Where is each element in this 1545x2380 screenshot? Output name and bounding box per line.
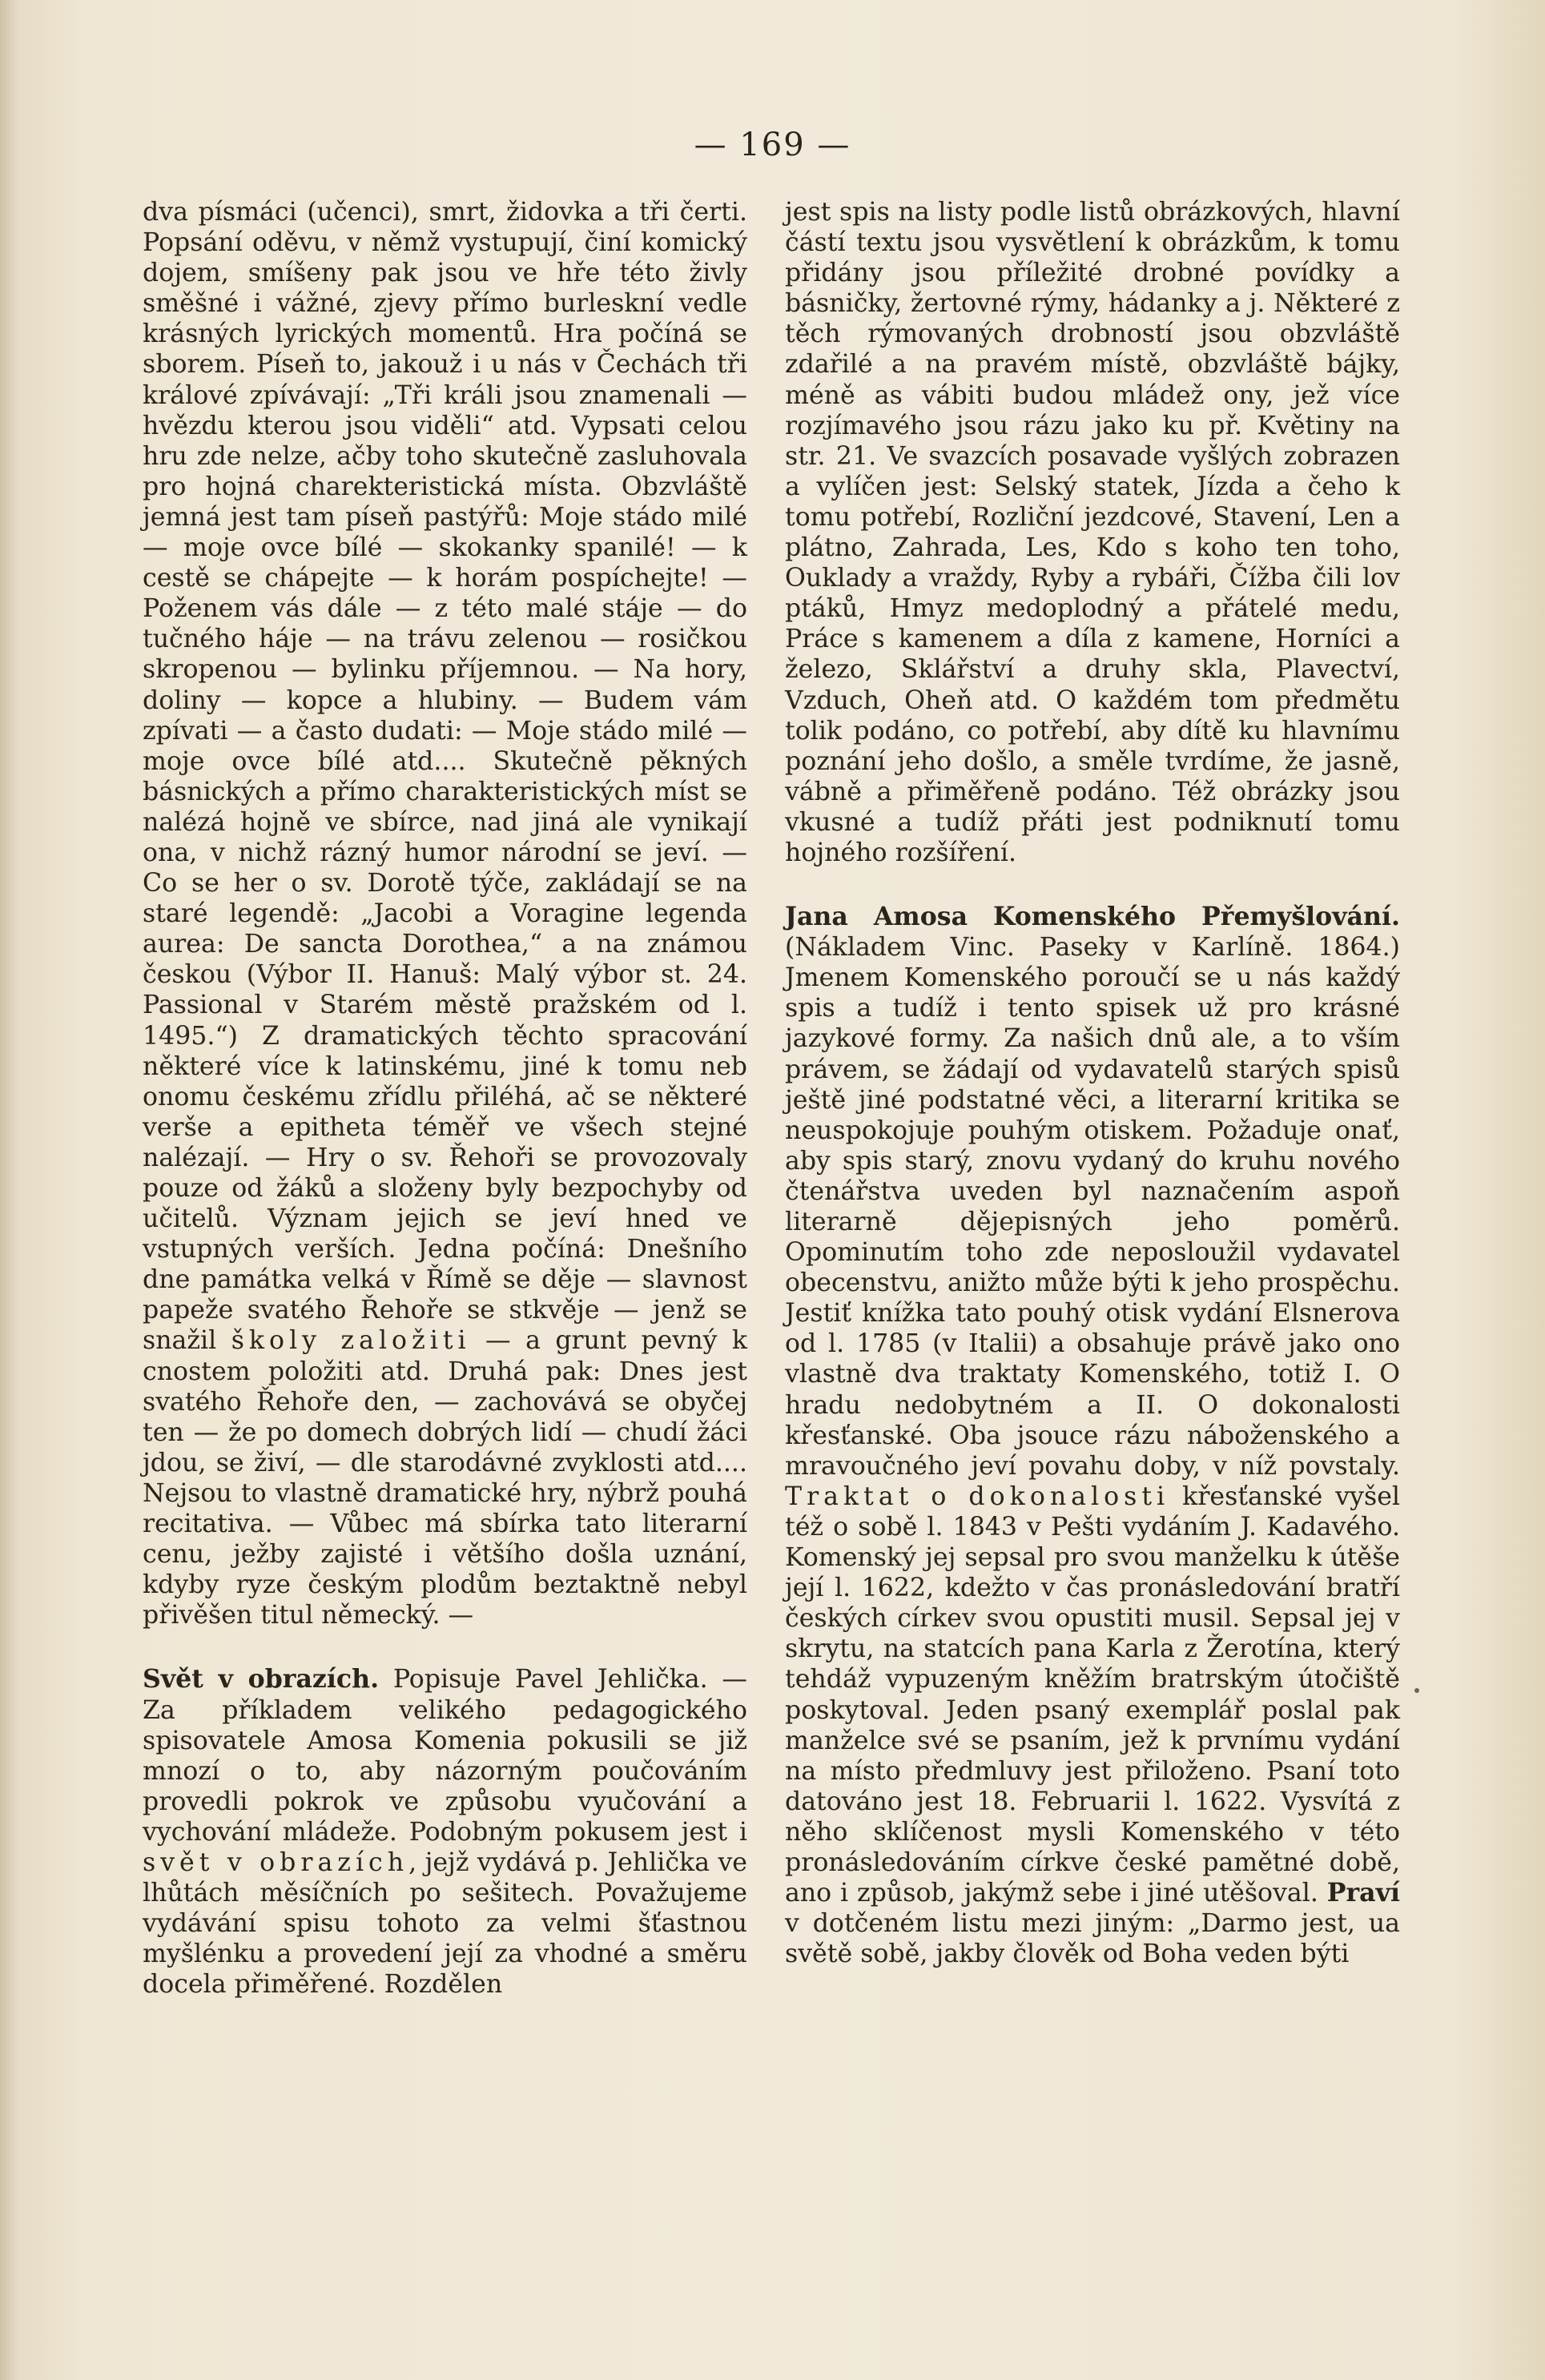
page-number: — 169 —: [694, 127, 851, 163]
page-edge: [0, 0, 21, 2380]
section-gap: [785, 868, 1400, 902]
left-column: [143, 197, 747, 2000]
left-paragraph-1: [143, 197, 747, 1630]
right-p2-text-c: v dotčeném listu mezi jiným: „Darmo jest, ua světě sobě, jakby člověk od Boha veden býti: [785, 1909, 1400, 1969]
margin-dot: [1414, 1688, 1419, 1693]
right-p2-text-b: křesťanské vyšel též o sobě l. 1843 v Pešti vydáním J. Kadavého. Komenský jej sepsal pro svou manželku k útěše její l. 1622, kdežto v čas pronásledování bratří českých církev svou opustiti musil. Sepsal jej v skrytu, na statcích pana Karla z Žerotína, který tehdáž vypuzeným kněžím bratrským útočiště poskytoval. Jeden psaný exemplář poslal pak manželce své se psaním, jež k prvnímu vydání na místo předmluvy jest přiloženo. Psaní toto datováno jest 18. Februarii l. 1622. Vysvítá z něho sklíčenost mysli Komenského v této pronásledováním církve české pamětné době, ano i způsob, jakýmž sebe i jiné utěšoval.: [785, 1481, 1400, 1908]
section-gap: [143, 1630, 747, 1664]
right-p2-bold-word: Praví: [1326, 1878, 1400, 1908]
left-p2-text-b: , jejž vydává p. Jehlička ve lhůtách měsíčních po sešitech. Považujeme vydávání spisu tohoto za velmi šťastnou myšlénku a provedení její za vhodné a směru docela přiměřené. Rozdělen: [143, 1847, 747, 2000]
right-p2-spaced-text: Traktat o dokonalosti: [785, 1481, 1170, 1511]
left-p1-spaced-text: školy založiti: [231, 1326, 471, 1356]
right-paragraph-1: jest spis na listy podle listů obrázkových, hlavní částí textu jsou vysvětlení k obrázkům, k tomu přidány jsou příležité drobné povídky a básničky, žertovné rýmy, hádanky a j. Některé z těch rýmovaných drobností jsou obzvláště zdařilé a na pravém místě, obzvláště bájky, méně as vábiti budou mládež ony, jež více rozjímavého jsou rázu jako ku př. Květiny na str. 21. Ve svazcích posavade vyšlých zobrazen a vylíčen jest: Selský statek, Jízda a čeho k tomu potřebí, Rozliční jezdcové, Stavení, Len a plátno, Zahrada, Les, Kdo s koho ten toho, Ouklady a vraždy, Ryby a rybáři, Čížba čili lov ptáků, Hmyz medoplodný a přátelé medu, Práce s kamenem a díla z kamene, Horníci a železo, Sklářství a druhy skla, Plavectví, Vzduch, Oheň atd. O každém tom předmětu tolik podáno, co potřebí, aby dítě ku hlavnímu poznání jeho došlo, a směle tvrdíme, že jasně, vábně a přiměřeně podáno. Též obrázky jsou vkusné a tudíž přáti jest podniknutí tomu hojného rozšíření.: [785, 198, 1400, 867]
right-paragraph-2: [785, 902, 1400, 1969]
section-heading-komensky: Jana Amosa Komenského Přemyšlování.: [785, 902, 1400, 932]
left-p1-tail: — a grunt pevný k cnostem položiti atd. Druhá pak: Dnes jest svatého Řehoře den, — zachovává se obyčej ten — že po domech dobrých lidí — chudí žáci jdou, se živí, — dle starodávné zvyklosti atd.... Nejsou to vlastně dramatické hry, nýbrž pouhá recitativa. — Vůbec má sbírka tato literarní cenu, ježby zajisté i většího došla uznání, kdyby ryze českým plodům beztaktně nebyl přivěšen titul německý. —: [143, 1326, 747, 1630]
right-p2-text-a: (Nákladem Vinc. Paseky v Karlíně. 1864.) Jmenem Komenského poroučí se u nás každý spis a tudíž i tento spisek už pro krásné jazykové formy. Za našich dnů ale, a to vším právem, se žádají od vydavatelů starých spisů ještě jiné podstatné věci, a literarní kritika se neuspokojuje pouhým otiskem. Požaduje onať, aby spis starý, znovu vydaný do kruhu nového čtenářstva uveden byl naznačením aspoň literarně dějepisných jeho poměrů. Opominutím toho zde neposloužil vydavatel obecenstvu, anižto může býti k jeho prospěchu. Jestiť knížka tato pouhý otisk vydání Elsnerova od l. 1785 (v Italii) a obsahuje právě jako ono vlastně dva traktaty Komenského, totiž I. O hradu nedobytném a II. O dokonalosti křesťanské. Oba jsouce rázu náboženského a mravoučného jeví povahu doby, v níž povstaly.: [785, 933, 1400, 1481]
left-p1-text: dva písmáci (učenci), smrt, židovka a tři čerti. Popsání oděvu, v němž vystupují, činí komický dojem, smíšeny pak jsou ve hře této živly směšné i vážné, zjevy přímo burleskní vedle krásných lyrických momentů. Hra počíná se sborem. Píseň to, jakouž i u nás v Čechách tři králové zpívávají: „Tři králi jsou znamenali — hvězdu kterou jsou viděli“ atd. Vypsati celou hru zde nelze, ačby toho skutečně zasluhovala pro hojná charekteristická místa. Obzvláště jemná jest tam píseň pastýřů: Moje stádo milé — moje ovce bílé — skokanky spanilé! — k cestě se chápejte — k horám pospíchejte! — Poženem vás dále — z této malé stáje — do tučného háje — na trávu zelenou — rosičkou skropenou — bylinku příjemnou. — Na hory, doliny — kopce a hlubiny. — Budem vám zpívati — a často dudati: — Moje stádo milé — moje ovce bílé atd.... Skutečně pěkných básnických a přímo charakteristických míst se nalézá hojně ve sbírce, nad jiná ale vynikají ona, v nichž rázný humor národní se jeví. — Co se her o sv. Dorotě týče, zakládají se na staré legendě: „Jacobi a Voragine legenda aurea: De sancta Dorothea,“ a na známou českou (Výbor II. Hanuš: Malý výbor st. 24. Passional v Starém městě pražském od l. 1495.“) Z dramatických těchto spracování některé více k latinskému, jiné k tomu neb onomu českému zřídlu přiléhá, ač se některé verše a epitheta téměř ve všech stejné nalézají. — Hry o sv. Řehoři se provozovaly pouze od žáků a složeny byly bezpochyby od učitelů. Význam jejich se jeví hned ve vstupných verších. Jedna počíná: Dnešního dne památka velká v Římě se děje — slavnost papeže svatého Řehoře se stkvěje — jenž se snažil: [143, 198, 747, 1356]
section-heading-svet-v-obrazich: Svět v obrazích.: [143, 1664, 380, 1695]
left-p2-spaced-text: svět v obrazích: [143, 1847, 409, 1877]
right-column: [785, 197, 1400, 1969]
left-paragraph-2: [143, 1664, 747, 2000]
left-p2-text-a: Popisuje Pavel Jehlička. — Za příkladem velikého pedagogického spisovatele Amosa Komenia pokusili se již mnozí o to, aby názorným poučováním provedli pokrok ve způsobu vyučování a vychování mládeže. Podobným pokusem jest i: [143, 1665, 748, 1847]
